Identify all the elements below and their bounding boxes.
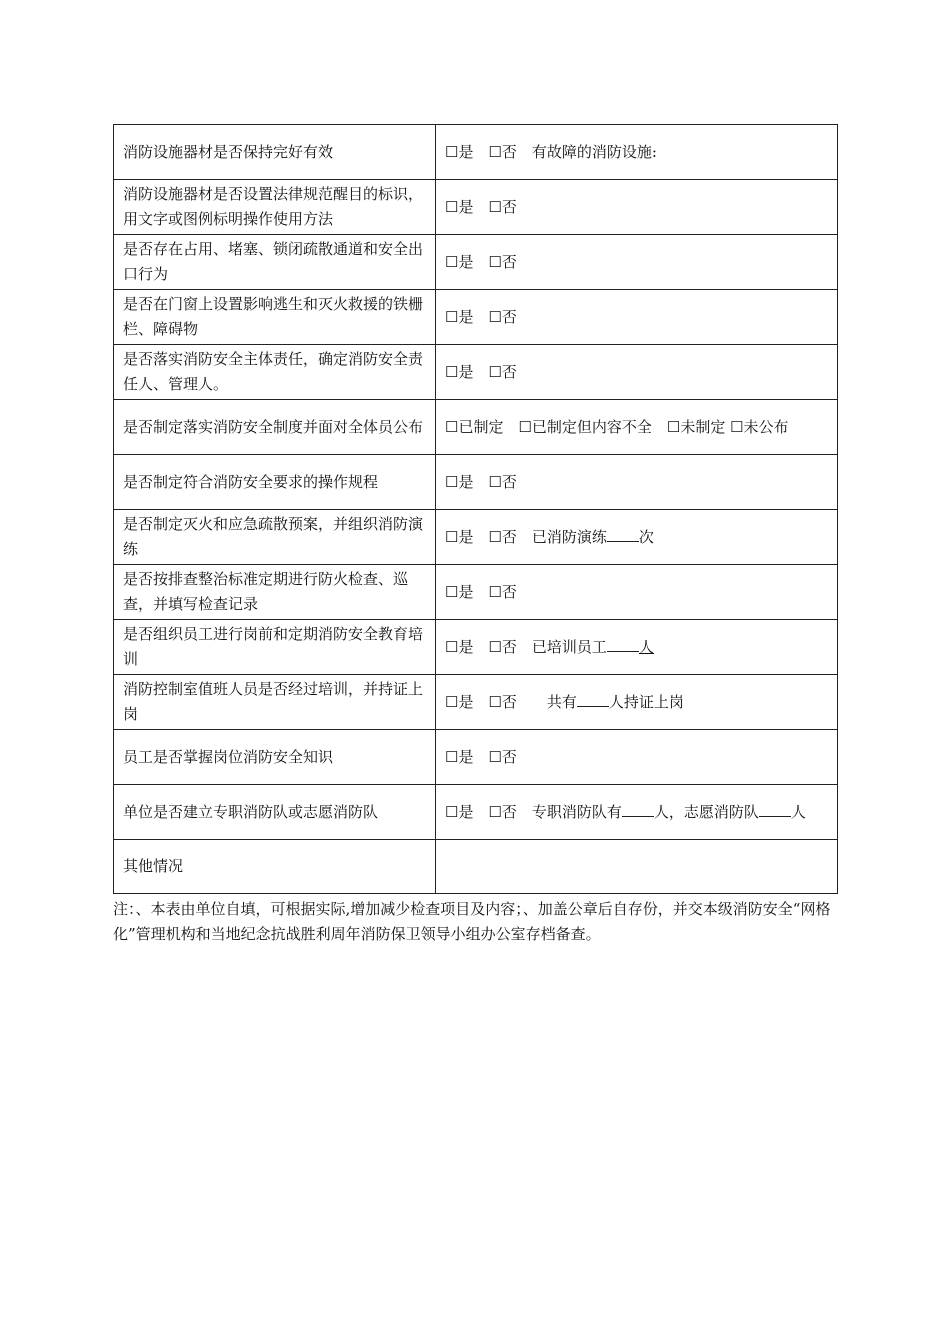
answer-cell[interactable] [436,620,838,675]
table-row [114,400,838,455]
fill-in-blank[interactable] [622,800,654,817]
answer-text: 人 [790,802,806,821]
question-cell: 消防设施器材是否保持完好有效 [114,125,436,180]
table-row [114,235,838,290]
question-cell: 是否制定符合消防安全要求的操作规程 [114,455,436,510]
answer-cell[interactable] [436,840,838,894]
question-cell: 是否存在占用、堵塞、锁闭疏散通道和安全出口行为 [114,235,436,290]
answer-cell[interactable]: ☐是 ☐否 [436,180,838,235]
table-row [114,290,838,345]
answer-text: 人 [638,637,654,656]
question-cell: 消防控制室值班人员是否经过培训，并持证上岗 [114,675,436,730]
fill-in-blank[interactable] [759,800,791,817]
answer-text: ☐是 ☐否 已培训员工 [445,637,607,656]
answer-cell[interactable]: ☐是 ☐否 [436,235,838,290]
answer-text: ☐是 ☐否 专职消防队有 [445,802,622,821]
table-row [114,125,838,180]
question-cell: 是否制定灭火和应急疏散预案，并组织消防演练 [114,510,436,565]
answer-text: 人，志愿消防队 [653,802,759,821]
answer-cell[interactable] [436,675,838,730]
question-cell: 是否制定落实消防安全制度并面对全体员公布 [114,400,436,455]
answer-text: ☐是 ☐否 已消防演练 [445,527,607,546]
answer-cell[interactable]: ☐是 ☐否 [436,290,838,345]
table-row [114,840,838,894]
question-cell: 其他情况 [114,840,436,894]
answer-cell[interactable] [436,510,838,565]
answer-text: 人持证上岗 [608,692,684,711]
answer-cell[interactable]: ☐是 ☐否 有故障的消防设施: [436,125,838,180]
question-cell: 是否按排查整治标准定期进行防火检查、巡查，并填写检查记录 [114,565,436,620]
answer-cell[interactable]: ☐是 ☐否 [436,565,838,620]
answer-cell[interactable]: ☐已制定 ☐已制定但内容不全 ☐未制定 ☐未公布 [436,400,838,455]
answer-cell[interactable] [436,785,838,840]
question-cell: 是否落实消防安全主体责任，确定消防安全责任人、管理人。 [114,345,436,400]
table-row [114,565,838,620]
table-row [114,730,838,785]
footnote: 注：、本表由单位自填，可根据实际,增加减少检查项目及内容；、加盖公章后自存份，并交本级消防安全“网格化”管理机构和当地纪念抗战胜利周年消防保卫领导小组办公室存档备查。 [113,900,831,943]
question-cell: 是否组织员工进行岗前和定期消防安全教育培训 [114,620,436,675]
inspection-table [113,124,838,894]
table-row [114,345,838,400]
table-row [114,455,838,510]
table-row [114,510,838,565]
answer-cell[interactable]: ☐是 ☐否 [436,730,838,785]
answer-text: 次 [638,527,654,546]
question-cell: 消防设施器材是否设置法律规范醒目的标识，用文字或图例标明操作使用方法 [114,180,436,235]
question-cell: 员工是否掌握岗位消防安全知识 [114,730,436,785]
fill-in-blank[interactable] [577,690,609,707]
fill-in-blank[interactable] [607,635,639,652]
table-row [114,785,838,840]
inspection-form [113,124,837,947]
table-row [114,180,838,235]
answer-cell[interactable]: ☐是 ☐否 [436,345,838,400]
table-row [114,675,838,730]
question-cell: 是否在门窗上设置影响逃生和灭火救援的铁栅栏、障碍物 [114,290,436,345]
answer-text: ☐是 ☐否 共有 [445,692,577,711]
fill-in-blank[interactable] [607,525,639,542]
table-row [114,620,838,675]
question-cell: 单位是否建立专职消防队或志愿消防队 [114,785,436,840]
answer-cell[interactable]: ☐是 ☐否 [436,455,838,510]
